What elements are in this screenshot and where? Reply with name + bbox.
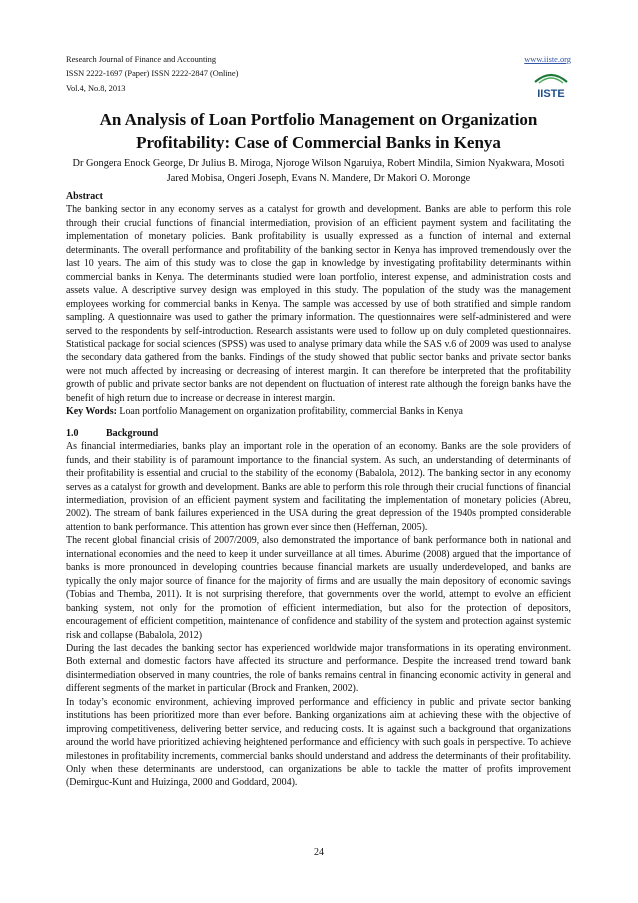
svg-text:IISTE: IISTE — [537, 88, 565, 100]
section-heading — [66, 427, 571, 440]
body-paragraph: In today’s economic environment, achieving improved performance and efficiency in public and private sector banking institutions has been prioritized more than ever before. Banking organizations aim at achieving these with the objective of improving competitiveness, delivering better service, and reducing costs. It is against such a background that organizations around the world have prioritized achieving heightened performance and efficiency with such goals in perspective. To achieve milestones in profitability increments, commercial banks should understand and address the determinants of their profitability. Only when these determinants are understood, can organizations be able to tackle the matter of profits improvement (Demirguc-Kunt and Huizinga, 2000 and Goddard, 2004). — [66, 696, 571, 789]
body-paragraph: The recent global financial crisis of 2007/2009, also demonstrated the importance of bank performance both in national and international economies and the need to keep it under surveillance at all times. Aburime (2008) argued that the importance of banks is more pronounced in developing countries because financial markets are usually underdeveloped, and banks are typically the only major source of finance for the majority of firms and are usually the main depository of economic savings (Tobias and Themba, 2011). It is not surprising therefore, that governments over the world, attempt to evolve an efficient banking system, not only for the promotion of efficient intermediation, but also for the protection of depositors, encouragement of efficient competition, maintenance of confidence and stability of the system and protection against systemic risk and collapse (Babalola, 2012) — [66, 535, 571, 641]
keywords-label: Key Words: — [66, 406, 117, 418]
author-list: Dr Gongera Enock George, Dr Julius B. Miroga, Njoroge Wilson Ngaruiya, Robert Mindila, Simion Nyakwara, Mosoti Jared Mobisa, Ongeri Joseph, Evans N. Mandere, Dr Makori O. Moronge — [72, 158, 565, 184]
journal-issn: ISSN 2222-1697 (Paper) ISSN 2222-2847 (Online) — [66, 69, 239, 79]
running-header — [66, 53, 571, 96]
abstract-text: The banking sector in any economy serves as a catalyst for growth and development. Banks are able to perform this role through their crucial functions of financial intermediation, provision of an efficient payment system and facilitating the implementation of monetary policies. Bank profitability is usually expressed as a function of internal and external determinants. The overall performance and profitability of the banking sector in Kenya has improved tremendously over the last 10 years. The aim of this study was to close the gap in knowledge by investigating profitability determinants within commercial banks in Kenya. The determinants studied were loan portfolio, interest expense, and administration costs and assets value. A descriptive survey design was employed in this study. The population of the study was the management employees working for commercial banks in Kenya. The sample was accessed by use of both stratified and simple random sampling. A questionnaire was used to gather the primary information. The questionnaires were self-administered and were served to the respondents by self-introduction. Research assistants were used to follow up on duly completed questionnaires. Statistical package for social sciences (SPSS) was used to analyse primary data while the SAS v.6 of 2009 was used to analyse the secondary data gathered from the banks. Findings of the study showed that public sector banks and private sector banks were not much affected by increasing or decreasing of interest margin. It can therefore be interpreted that the profitability growth of public and private sector banks are not dependent on fluctuation of interest rate although the foreign banks have the benefit of high return due to increase or decrease in interest margin. — [66, 204, 571, 404]
journal-volume: Vol.4, No.8, 2013 — [66, 83, 126, 93]
paper-title: An Analysis of Loan Portfolio Management on Organization Profitability: Case of Commercial Banks in Kenya — [99, 110, 538, 152]
paper-body — [66, 190, 571, 790]
body-paragraph: During the last decades the banking sector has experienced worldwide major transformations in its operating environment. Both external and domestic factors have affected its structure and performance. Despite the increased trend toward bank disintermediation observed in many countries, the role of banks remains central in financing economic activity in general and different segments of the market in particular (Brock and Franken, 2002). — [66, 642, 571, 695]
page-number: 24 — [314, 847, 324, 858]
journal-name: Research Journal of Finance and Accounting — [66, 55, 217, 64]
journal-url-link[interactable]: www.iiste.org — [524, 55, 571, 64]
keywords-text: Loan portfolio Management on organization profitability, commercial Banks in Kenya — [116, 406, 463, 418]
body-paragraph: As financial intermediaries, banks play an important role in the operation of an economy. Banks are the sole providers of funds, and their stability is of paramount importance to the financial system. As such, an understanding of determinants of their profitability is essential and crucial to the stability of the economy (Babalola, 2012). The banking sector in any economy serves as a catalyst for growth and development. Banks are able to perform this role through their crucial functions of financial intermediation, provision of an efficient payment system and facilitating the implementation of monetary policies (Abreu, 2002). The stream of bank failures experienced in the USA during the great depression of the 1940s prompted considerable attention to bank performance. This attention has grown ever since then (Heffernan, 2005). — [66, 441, 571, 533]
iiste-logo — [531, 68, 571, 102]
section-title: Background — [106, 427, 159, 439]
abstract-heading: Abstract — [66, 191, 103, 202]
section-number: 1.0 — [66, 427, 79, 439]
keywords-line — [66, 405, 571, 418]
